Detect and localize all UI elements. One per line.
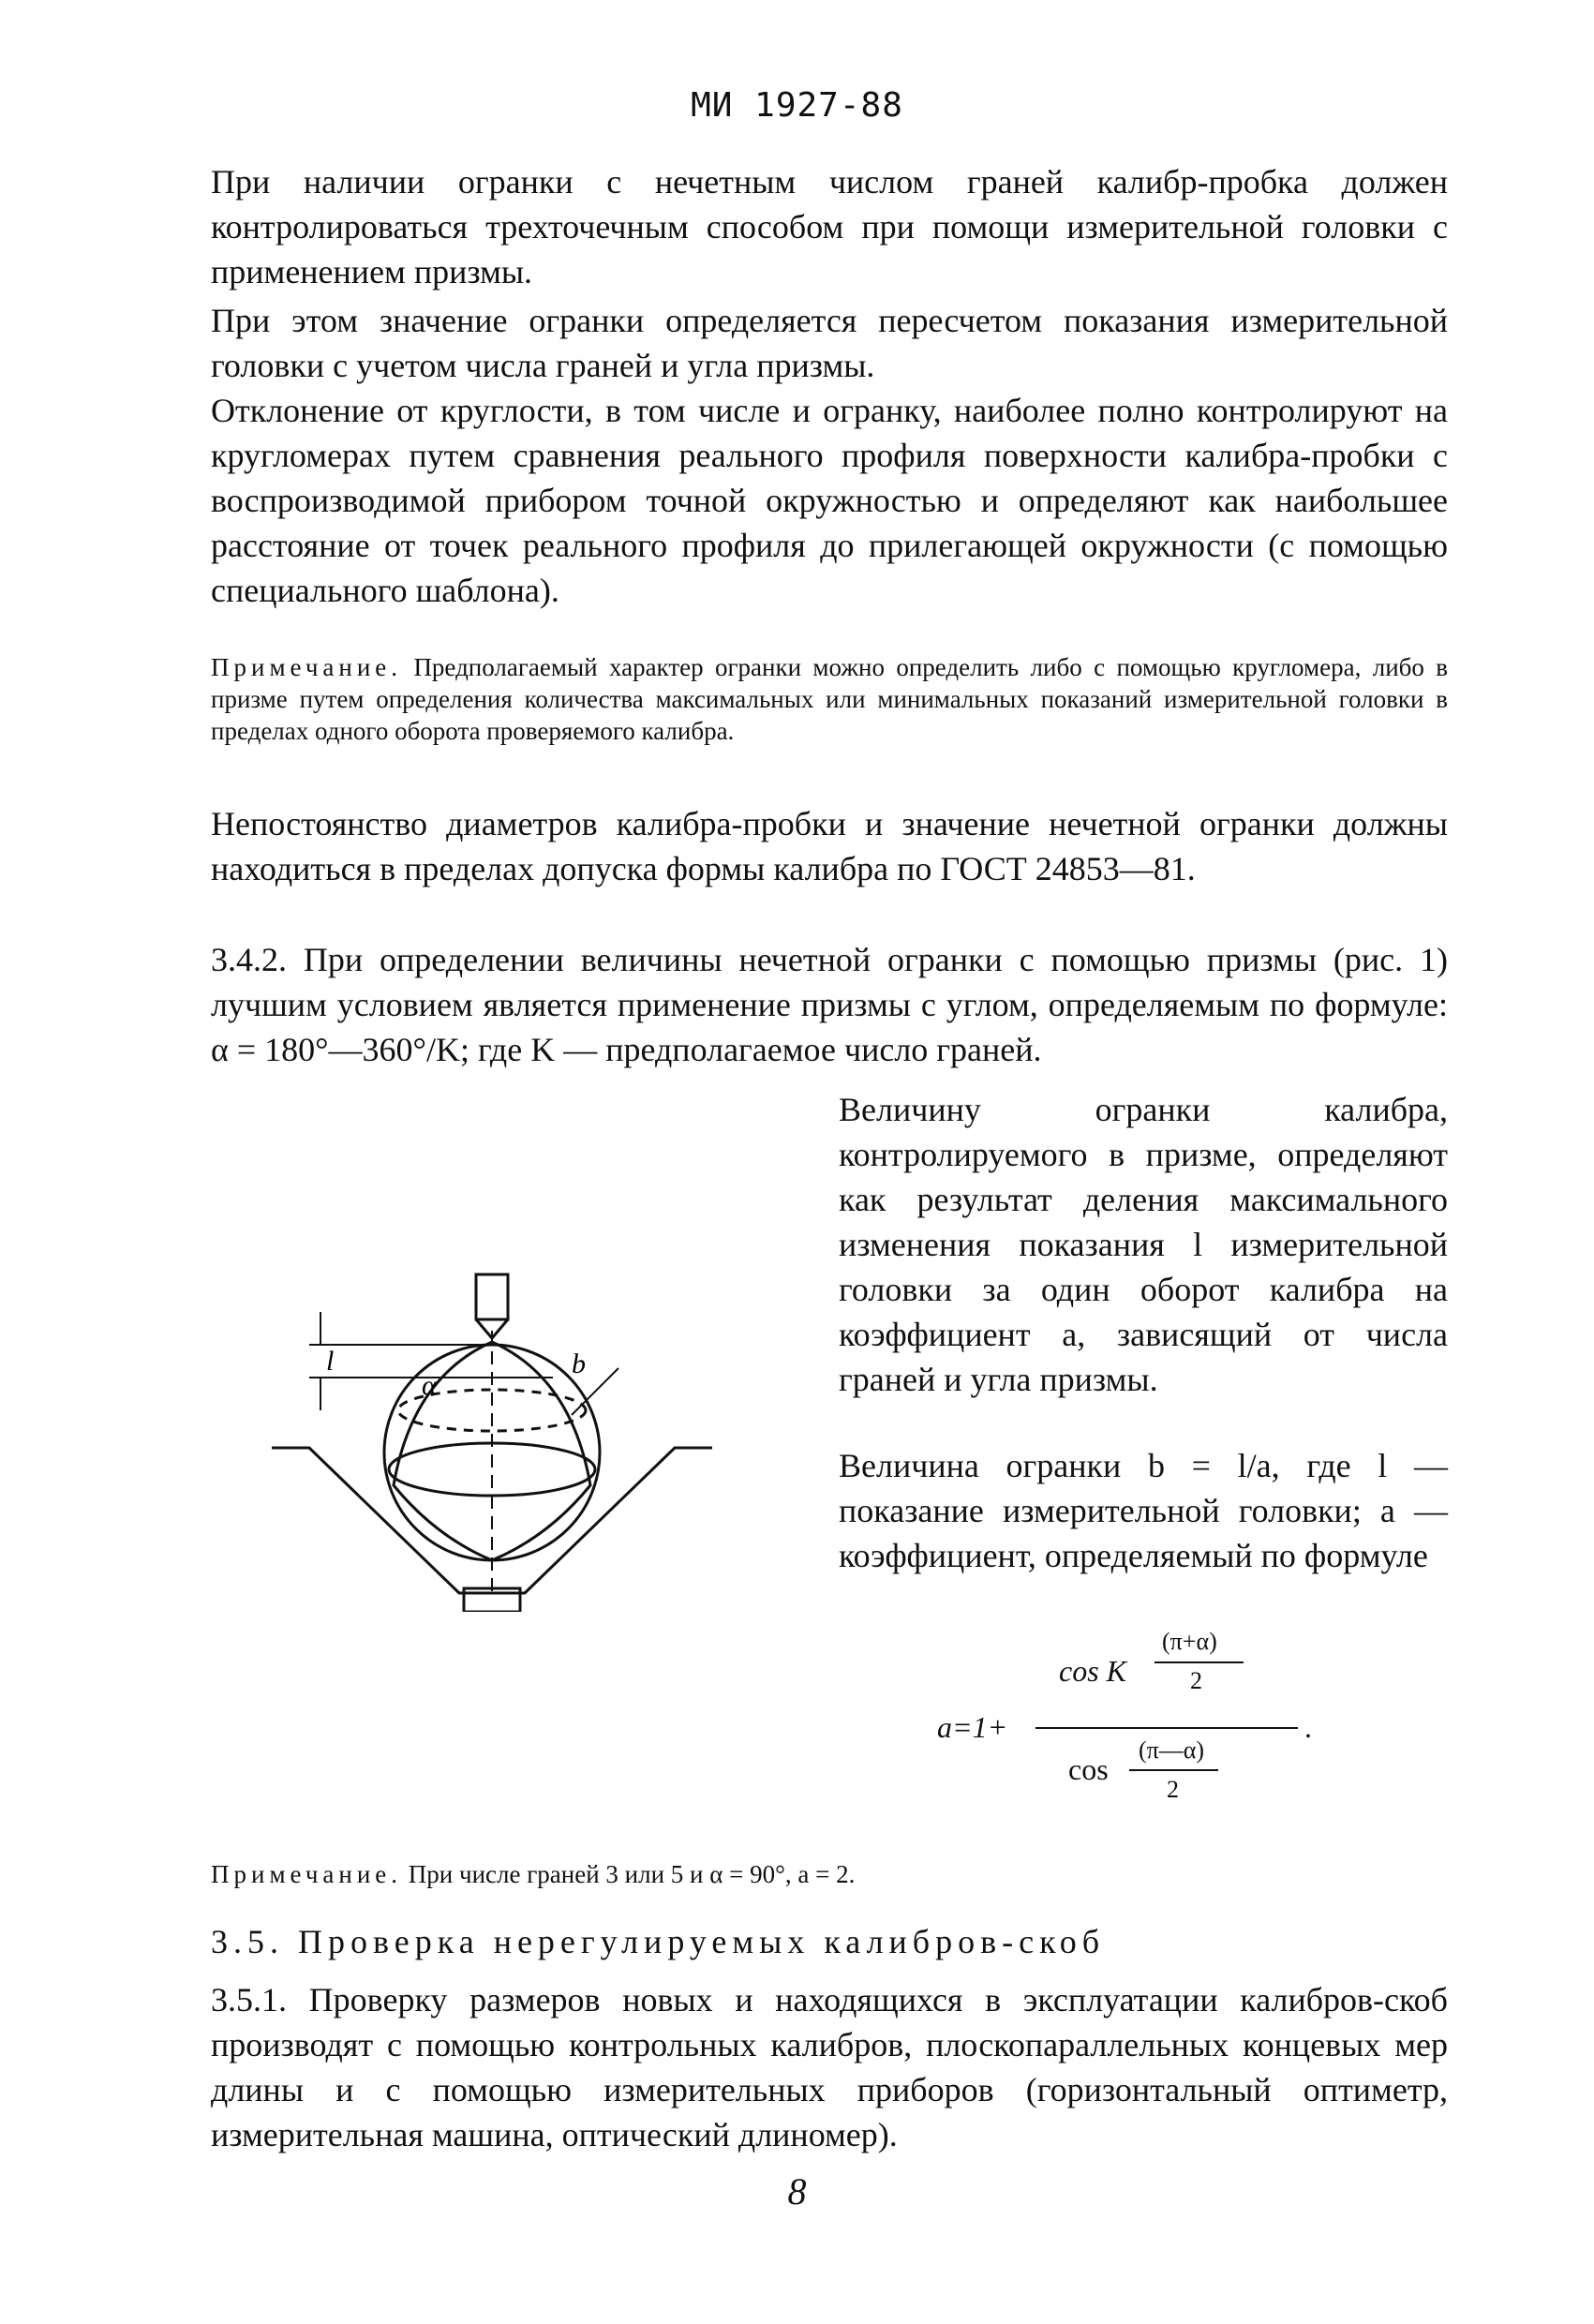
label-l: l [326,1346,335,1377]
page-number: 8 [787,2170,807,2212]
paragraph-8: 3.5.1. Проверку размеров новых и находящихся в эксплуатации калибров-скоб производят с помощью контрольных калибров, плоскопараллельных концевых мер длины и с помощью измерительных приборов (горизонтальный оптиметр, измерительная машина, оптический длиномер). [211,1981,1448,2153]
prism-figure [272,1237,740,1612]
paragraph-6: Величину огранки калибра, контролируемого в призме, определяют как результат деления максимального изменения показания l измерительной головки за один оборот калибра на коэффициент a, зависящий от числа граней и угла призмы. [839,1091,1448,1398]
paragraph-3: Отклонение от круглости, в том числе и огранку, наиболее полно контролируют на кругломерах путем сравнения реального профиля поверхности калибра-пробки с воспроизводимой прибором точной окружностью и определяют как наибольшее расстояние от точек реального профиля до прилегающей окружности (с помощью специального шаблона). [211,392,1448,609]
note-2-label: Примечание. [211,1860,403,1888]
label-b: b [572,1348,586,1379]
note-2-text: При числе граней 3 или 5 и α = 90°, a = 2. [408,1860,856,1888]
formula-lhs: a=1+ [937,1710,1008,1744]
note-1-label: Примечание. [211,653,403,681]
paragraph-7: Величина огранки b = l/a, где l — показание измерительной головки; a — коэффициент, определяемый по формуле [839,1447,1448,1574]
formula-den-frac-bottom: 2 [1167,1776,1179,1803]
formula-main-fraction-line [1035,1727,1298,1729]
formula-num-frac-top: (π+α) [1162,1628,1217,1655]
formula-den-cos: cos [1068,1752,1109,1786]
note-1 [211,651,1448,747]
indicator-body [476,1274,508,1319]
coefficient-formula [937,1628,1331,1813]
note-2 [211,1858,1448,1890]
formula-end: . [1304,1710,1312,1744]
note-1-text: Предполагаемый характер огранки можно определить либо с помощью кругломера, либо в призме путем определения количества максимальных или минимальных показаний измерительной головки в пределах одного оборота проверяемого калибра. [211,653,1449,745]
label-alpha: α [422,1370,437,1401]
prism-diagram [272,1237,740,1612]
paragraph-5: 3.4.2. При определении величины нечетной огранки с помощью призмы (рис. 1) лучшим условием является применение призмы с углом, определяемым по формуле: α = 180°—360°/K; где K — предполагаемое число граней. [211,941,1448,1068]
formula-den-frac-top: (π—α) [1139,1736,1205,1764]
section-title: 3.5. Проверка нерегулируемых калибров-скоб [211,1923,1106,1960]
paragraph-1: При наличии огранки с нечетным числом граней калибр-пробка должен контролироваться трехточечным способом при помощи измерительной головки с применением призмы. [211,163,1448,290]
paragraph-4: Непостоянство диаметров калибра-пробки и значение нечетной огранки должны находиться в пределах допуска формы калибра по ГОСТ 24853—81. [211,805,1448,887]
formula-num-frac-bottom: 2 [1190,1667,1202,1694]
formula-num-cos: cos K [1059,1654,1126,1688]
document-header: МИ 1927-88 [691,86,903,125]
paragraph-2: При этом значение огранки определяется пересчетом показания измерительной головки с учетом числа граней и угла призмы. [211,302,1448,384]
